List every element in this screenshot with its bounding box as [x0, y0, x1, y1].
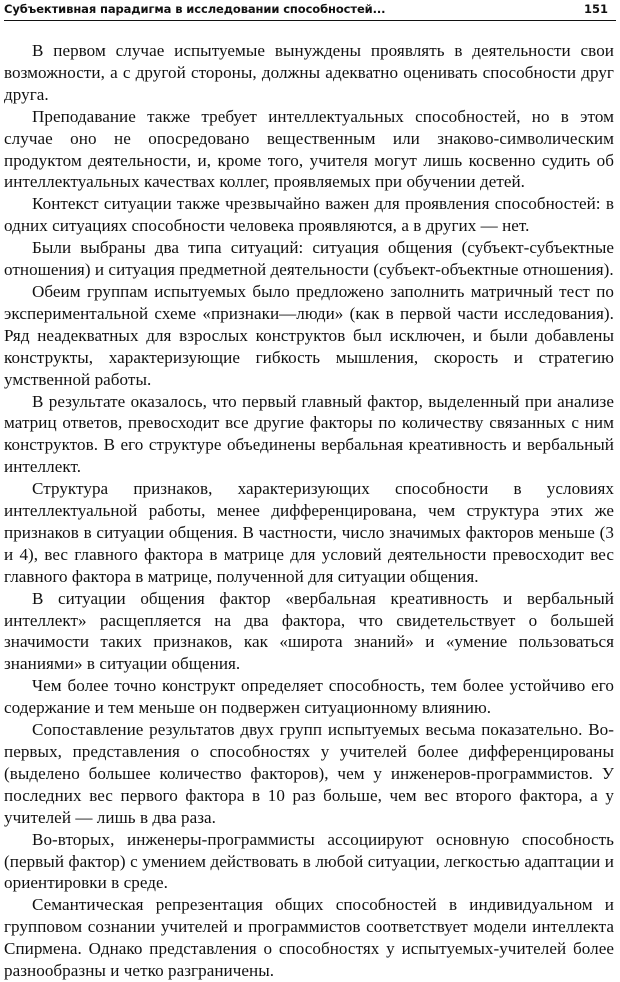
running-header	[4, 0, 616, 21]
paragraph: Сопоставление результатов двух групп испытуемых весьма показательно. Во-первых, представления о способностях у учителей более дифференцированы (выделено большее количество факторов), чем у инженеров-программистов. У последних вес первого фактора в 10 раз больше, чем вес второго фактора, а у учителей — лишь в два раза.	[4, 720, 614, 827]
paragraph: Обеим группам испытуемых было предложено заполнить матричный тест по экспериментальной схеме «признаки—люди» (как в первой части исследования). Ряд неадекватных для взрослых конструктов был исключен, и были добавлены конструкты, характеризующие гибкость мышления, скорость и стратегию умственной работы.	[4, 281, 614, 389]
paragraph: Контекст ситуации также чрезвычайно важен для проявления способностей: в одних ситуациях способности человека проявляются, а в других — нет.	[4, 194, 614, 236]
paragraph: В ситуации общения фактор «вербальная креативность и вербальный интеллект» расщепляется на два фактора, что свидетельствует о большей значимости таких признаков, как «широта знаний» и «умение пользоваться знаниями» в ситуации общения.	[4, 588, 614, 674]
body-text	[4, 40, 614, 982]
page-number: 151	[583, 2, 608, 16]
paragraph: Во-вторых, инженеры-программисты ассоциируют основную способность (первый фактор) с умением действовать в любой ситуации, легкостью адаптации и ориентировки в среде.	[4, 829, 614, 893]
paragraph: Преподавание также требует интеллектуальных способностей, но в этом случае оно не опосредовано вещественным или знаково-символическим продуктом деятельности, и, кроме того, учителя могут лишь косвенно судить об интеллектуальных качествах коллег, проявляемых при обучении детей.	[4, 106, 614, 192]
paragraph: В результате оказалось, что первый главный фактор, выделенный при анализе матриц ответов, превосходит все другие факторы по количеству связанных с ним конструктов. В его структуре объединены вербальная креативность и вербальный интеллект.	[4, 391, 614, 477]
paragraph: Структура признаков, характеризующих способности в условиях интеллектуальной работы, менее дифференцирована, чем структура этих же признаков в ситуации общения. В частности, число значимых факторов меньше (3 и 4), вес главного фактора в матрице для условий деятельности превосходит вес главного фактора в матрице, полученной для ситуации общения.	[4, 479, 614, 586]
paragraph: Были выбраны два типа ситуаций: ситуация общения (субъект-субъектные отношения) и ситуация предметной деятельности (субъект-объектные отношения).	[4, 238, 614, 280]
paragraph: В первом случае испытуемые вынуждены проявлять в деятельности свои возможности, а с другой стороны, должны адекватно оценивать способности друг друга.	[4, 41, 614, 104]
running-title: Субъективная парадигма в исследовании способностей...	[4, 2, 386, 16]
paragraph: Чем более точно конструкт определяет способность, тем более устойчиво его содержание и тем меньше он подвержен ситуационному влиянию.	[4, 676, 614, 718]
paragraph: Семантическая репрезентация общих способностей в индивидуальном и групповом сознании учителей и программистов соответствует модели интеллекта Спирмена. Однако представления о способностях у испытуемых-учителей более разнообразны и четко разграничены.	[4, 895, 614, 981]
